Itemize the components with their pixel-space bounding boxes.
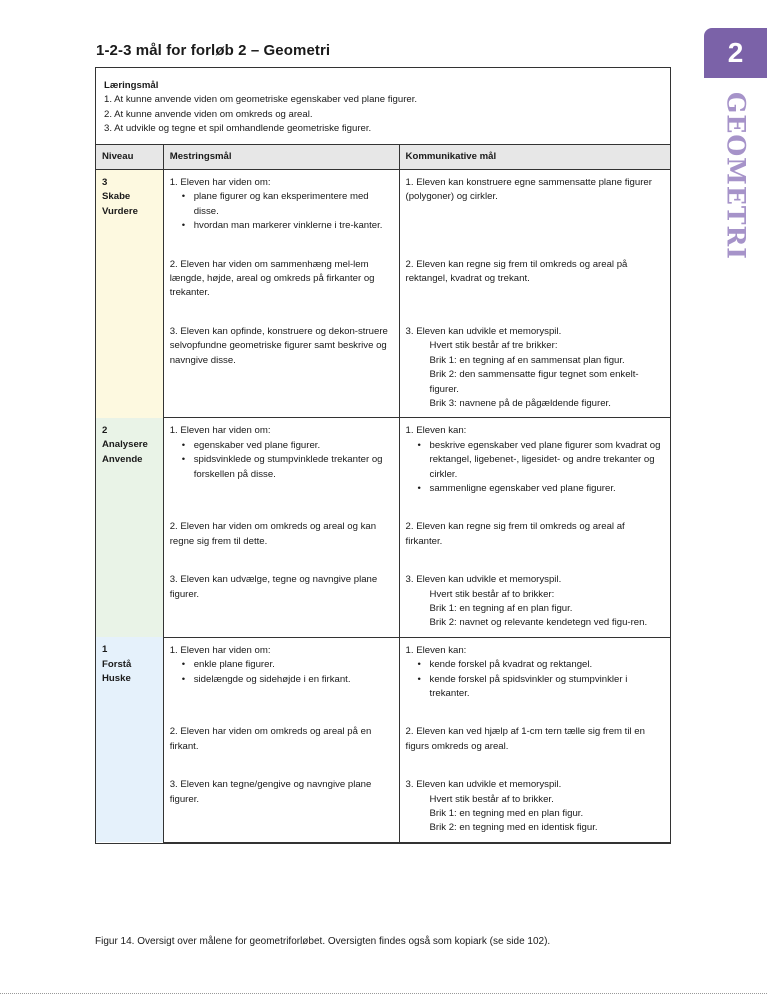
bullet-item: • kende forskel på kvadrat og rektangel. bbox=[406, 658, 664, 672]
sub-line: Brik 3: navnene på de pågældende figurer. bbox=[429, 397, 611, 409]
goal-text: 3. Eleven kan udvælge, tegne og navngive plane figurer. bbox=[169, 574, 378, 600]
chapter-side-label: GEOMETRI bbox=[721, 92, 751, 260]
chapter-tab: 2 bbox=[704, 28, 767, 78]
sub-line: Brik 1: en tegning med en plan figur. bbox=[429, 808, 584, 820]
level-label: Anvende bbox=[102, 453, 143, 465]
level-label: Vurdere bbox=[102, 205, 138, 217]
bullet-item: • spidsvinklede og stumpvinklede trekanter og forskellen på disse. bbox=[170, 453, 393, 482]
bullet-list bbox=[170, 658, 393, 687]
sub-line: Brik 2: en tegning med en identisk figur. bbox=[429, 822, 598, 834]
communicative-cell bbox=[399, 758, 670, 842]
communicative-cell bbox=[399, 238, 670, 305]
bullet-item: • sammenligne egenskaber ved plane figurer. bbox=[406, 482, 664, 496]
goal-text: 3. Eleven kan tegne/gengive og navngive plane figurer. bbox=[169, 779, 372, 805]
level-label: Analysere bbox=[102, 439, 148, 451]
bullet-list bbox=[170, 190, 393, 233]
goal-text: 2. Eleven har viden om omkreds og areal på en firkant. bbox=[169, 726, 372, 752]
bullet-item: • plane figurer og kan eksperimentere med disse. bbox=[170, 190, 393, 219]
bullet-item: • sidelængde og sidehøjde i en firkant. bbox=[170, 673, 393, 687]
communicative-cell bbox=[399, 637, 670, 705]
goal-text: 3. Eleven kan udvikle et memoryspil. bbox=[405, 779, 562, 791]
mastery-cell bbox=[163, 238, 399, 305]
mastery-cell bbox=[163, 637, 399, 705]
goal-text: 1. Eleven har viden om: bbox=[169, 425, 271, 437]
goals-sheet bbox=[95, 67, 671, 844]
header-mestringsmaal: Mestringsmål bbox=[163, 145, 399, 170]
goal-text: 1. Eleven har viden om: bbox=[169, 177, 271, 189]
communicative-cell bbox=[399, 553, 670, 637]
mastery-cell bbox=[163, 705, 399, 758]
level-cell bbox=[96, 637, 163, 842]
communicative-cell bbox=[399, 305, 670, 418]
table-header-row bbox=[96, 145, 670, 170]
goal-text: 3. Eleven kan opfinde, konstruere og dekon-struere selvopfundne geometriske figurer samt beskrive og navngive disse. bbox=[169, 325, 388, 366]
table-row bbox=[96, 637, 670, 705]
mastery-cell bbox=[163, 418, 399, 501]
sub-line: Brik 1: en tegning af en plan figur. bbox=[429, 602, 573, 614]
goal-text: 2. Eleven kan ved hjælp af 1-cm tern tælle sig frem til en figurs omkreds og areal. bbox=[405, 726, 645, 752]
dotted-divider bbox=[0, 993, 767, 994]
level-label: Skabe bbox=[102, 191, 131, 203]
sub-line: Hvert stik består af tre brikker: bbox=[429, 340, 558, 352]
bullet-list bbox=[406, 658, 664, 701]
page-title: 1-2-3 mål for forløb 2 – Geometri bbox=[96, 42, 331, 59]
sub-line: Brik 2: den sammensatte figur tegnet som enkelt-figurer. bbox=[429, 369, 639, 395]
bullet-list bbox=[170, 439, 393, 482]
goal-text: 1. Eleven kan: bbox=[405, 644, 467, 656]
learning-goals-heading: Læringsmål bbox=[104, 80, 159, 91]
table-row bbox=[96, 418, 670, 501]
level-cell bbox=[96, 170, 163, 418]
goal-text: 1. Eleven kan: bbox=[405, 425, 467, 437]
mastery-cell bbox=[163, 305, 399, 418]
mastery-cell bbox=[163, 170, 399, 238]
mastery-cell bbox=[163, 758, 399, 842]
communicative-cell bbox=[399, 418, 670, 501]
sub-line: Brik 2: navnet og relevante kendetegn ved figu-ren. bbox=[429, 617, 648, 629]
mastery-cell bbox=[163, 553, 399, 637]
bullet-item: • enkle plane figurer. bbox=[170, 658, 393, 672]
level-label: Huske bbox=[102, 673, 131, 685]
goal-text: 2. Eleven kan regne sig frem til omkreds og areal på rektangel, kvadrat og trekant. bbox=[405, 258, 628, 285]
sub-line: Hvert stik består af to brikker: bbox=[429, 588, 555, 600]
learning-goals-box bbox=[96, 68, 670, 145]
mastery-cell bbox=[163, 500, 399, 553]
table-row bbox=[96, 758, 670, 842]
learning-goal: 3. At udvikle og tegne et spil omhandlende geometriske figurer. bbox=[104, 123, 372, 135]
figure-caption: Figur 14. Oversigt over målene for geometriforløbet. Oversigten findes også som kopiark (se side 102). bbox=[95, 936, 551, 947]
goal-text: 2. Eleven har viden om omkreds og areal og kan regne sig frem til dette. bbox=[169, 521, 377, 547]
goal-text: 3. Eleven kan udvikle et memoryspil. bbox=[405, 574, 562, 586]
header-niveau: Niveau bbox=[96, 145, 163, 170]
table-row bbox=[96, 238, 670, 305]
table-row bbox=[96, 553, 670, 637]
goal-text: 1. Eleven har viden om: bbox=[169, 644, 271, 656]
goal-text: 3. Eleven kan udvikle et memoryspil. bbox=[405, 325, 562, 337]
table-row bbox=[96, 305, 670, 418]
communicative-cell bbox=[399, 705, 670, 758]
learning-goal: 1. At kunne anvende viden om geometriske egenskaber ved plane figurer. bbox=[104, 94, 418, 106]
goals-table bbox=[96, 145, 670, 843]
bullet-item: • egenskaber ved plane figurer. bbox=[170, 439, 393, 453]
goal-text: 2. Eleven har viden om sammenhæng mel-lem længde, højde, areal og omkreds på firkanter og trekanter. bbox=[169, 258, 375, 299]
learning-goal: 2. At kunne anvende viden om omkreds og areal. bbox=[104, 108, 313, 120]
goal-text: 2. Eleven kan regne sig frem til omkreds og areal af firkanter. bbox=[405, 521, 625, 547]
sub-line: Hvert stik består af to brikker. bbox=[429, 793, 554, 805]
communicative-cell bbox=[399, 500, 670, 553]
level-cell bbox=[96, 418, 163, 637]
table-row bbox=[96, 500, 670, 553]
goal-text: 1. Eleven kan konstruere egne sammensatte plane figurer (polygoner) og cirkler. bbox=[405, 177, 652, 203]
sub-line: Brik 1: en tegning af en sammensat plan figur. bbox=[429, 354, 625, 366]
bullet-list bbox=[406, 439, 664, 497]
level-label: 3 bbox=[102, 177, 108, 189]
bullet-item: • kende forskel på spidsvinkler og stumpvinkler i trekanter. bbox=[406, 673, 664, 702]
table-row bbox=[96, 705, 670, 758]
level-label: Forstå bbox=[102, 658, 132, 670]
bullet-item: • beskrive egenskaber ved plane figurer som kvadrat og rektangel, ligebenet-, ligesidet- og andre trekanter og cirkler. bbox=[406, 439, 664, 482]
bullet-item: • hvordan man markerer vinklerne i tre-kanter. bbox=[170, 219, 393, 233]
communicative-cell bbox=[399, 170, 670, 238]
level-label: 1 bbox=[102, 644, 108, 656]
table-row bbox=[96, 170, 670, 238]
header-kommunikative-maal: Kommunikative mål bbox=[399, 145, 670, 170]
level-label: 2 bbox=[102, 424, 108, 436]
